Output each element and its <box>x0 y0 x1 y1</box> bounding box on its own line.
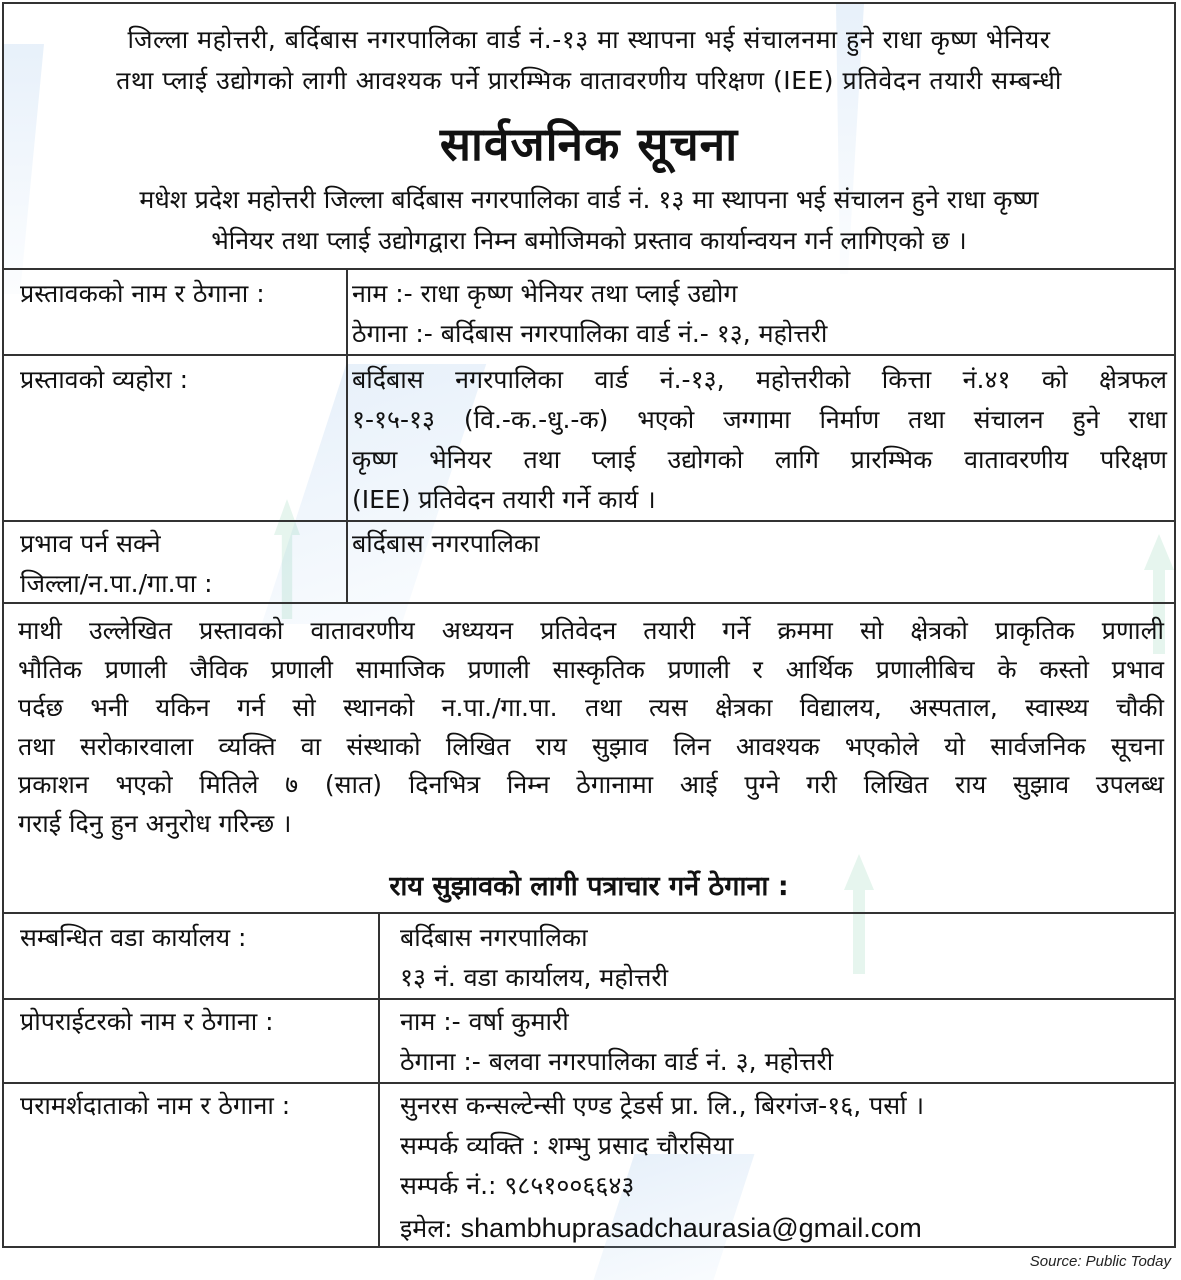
row-value-line: बर्दिबास नगरपालिका वार्ड नं.-१३, महोत्तरीको कित्ता नं.४१ को क्षेत्रफल <box>352 365 1167 394</box>
row-label: सम्बन्धित वडा कार्यालय : <box>20 923 247 952</box>
paragraph-line: गराई दिनु हुन अनुरोध गरिन्छ । <box>18 808 292 838</box>
watermark-arrow-icon <box>274 499 300 619</box>
column-divider <box>346 268 348 602</box>
row-value-line: बर्दिबास नगरपालिका <box>352 529 540 558</box>
source-credit: Source: Public Today <box>1029 1253 1171 1270</box>
row-value-line: १-१५-१३ (वि.-क.-धु.-क) भएको जग्गामा निर्माण तथा संचालन हुने राधा <box>352 405 1167 434</box>
intro-line-1: मधेश प्रदेश महोत्तरी जिल्ला बर्दिबास नगरपालिका वार्ड नं. १३ मा स्थापना भई संचालन हुने राधा कृष्ण <box>139 185 1039 214</box>
row-label: प्रोपराईटरको नाम र ठेगाना : <box>20 1007 274 1036</box>
row-value-line: कृष्ण भेनियर तथा प्लाई उद्योगको लागि प्रारम्भिक वातावरणीय परिक्षण <box>352 445 1167 474</box>
row-value-line: बर्दिबास नगरपालिका <box>400 923 588 952</box>
divider <box>4 520 1174 522</box>
row-value-line: ठेगाना :- बलवा नगरपालिका वार्ड नं. ३, महोत्तरी <box>400 1047 834 1076</box>
contact-phone[interactable]: सम्पर्क नं.: ९८५१००६६४३ <box>400 1171 635 1200</box>
row-value-line: सुनरस कन्सल्टेन्सी एण्ड ट्रेडर्स प्रा. लि., बिरगंज-१६, पर्सा । <box>400 1091 925 1120</box>
divider <box>4 912 1174 914</box>
paragraph-line: माथी उल्लेखित प्रस्तावको वातावरणीय अध्ययन प्रतिवेदन तयारी गर्ने क्रममा सो क्षेत्रको प्राकृतिक प्रणाली <box>18 616 1164 645</box>
row-label: परामर्शदाताको नाम र ठेगाना : <box>20 1091 291 1120</box>
body-paragraph <box>18 612 1164 843</box>
divider <box>4 354 1174 356</box>
row-label: प्रस्तावकको नाम र ठेगाना : <box>20 279 265 308</box>
header-line-2: तथा प्लाई उद्योगको लागी आवश्यक पर्ने प्रारम्भिक वातावरणीय परिक्षण (IEE) प्रतिवेदन तयारी सम्बन्धी <box>116 66 1062 95</box>
paragraph-line: प्रकाशन भएको मितिले ७ (सात) दिनभित्र निम्न ठेगानामा आई पुग्ने गरी लिखित राय सुझाव उपलब्ध <box>18 770 1164 799</box>
divider <box>4 1082 1174 1084</box>
divider <box>4 268 1174 270</box>
paragraph-line: भौतिक प्रणाली जैविक प्रणाली सामाजिक प्रणाली सास्कृतिक प्रणाली र आर्थिक प्रणालीबिच के कस्तो प्रभाव <box>18 654 1164 684</box>
row-value-line: (IEE) प्रतिवेदन तयारी गर्ने कार्य । <box>352 485 656 514</box>
divider <box>4 998 1174 1000</box>
paragraph-line: तथा सरोकारवाला व्यक्ति वा संस्थाको लिखित राय सुझाव लिन आवश्यक भएकोले यो सार्वजनिक सूचना <box>18 731 1164 761</box>
row-value-line: ठेगाना :- बर्दिबास नगरपालिका वार्ड नं.- १३, महोत्तरी <box>352 319 828 348</box>
row-label: प्रस्तावको व्यहोरा : <box>20 365 189 394</box>
notice-title: सार्वजनिक सूचना <box>439 117 739 171</box>
email-label: इमेल: <box>400 1214 453 1243</box>
paragraph-line: पर्दछ भनी यकिन गर्न सो स्थानको न.पा./गा.पा. तथा त्यस क्षेत्रका विद्यालय, अस्पताल, स्वास्थ्य चौकी <box>18 693 1164 722</box>
email-row <box>400 1210 922 1247</box>
public-notice <box>2 2 1176 1248</box>
row-value-line: नाम :- वर्षा कुमारी <box>400 1007 569 1036</box>
email-link[interactable]: shambhuprasadchaurasia@gmail.com <box>460 1213 922 1243</box>
intro-line-2: भेनियर तथा प्लाई उद्योगद्वारा निम्न बमोजिमको प्रस्ताव कार्यान्वयन गर्न लागिएको छ । <box>211 226 967 255</box>
contact-person: सम्पर्क व्यक्ति : शम्भु प्रसाद चौरसिया <box>400 1131 734 1160</box>
contact-heading: राय सुझावको लागी पत्राचार गर्ने ठेगाना : <box>389 871 789 902</box>
row-label-line: प्रभाव पर्न सक्ने <box>20 529 161 558</box>
row-value-line: नाम :- राधा कृष्ण भेनियर तथा प्लाई उद्योग <box>352 279 738 308</box>
column-divider <box>378 912 380 1248</box>
row-value-line: १३ नं. वडा कार्यालय, महोत्तरी <box>400 963 669 992</box>
divider <box>4 602 1174 604</box>
header-line-1: जिल्ला महोत्तरी, बर्दिबास नगरपालिका वार्ड नं.-१३ मा स्थापना भई संचालनमा हुने राधा कृष्ण भेनियर <box>127 25 1051 54</box>
row-label-line: जिल्ला/न.पा./गा.पा : <box>20 569 213 598</box>
